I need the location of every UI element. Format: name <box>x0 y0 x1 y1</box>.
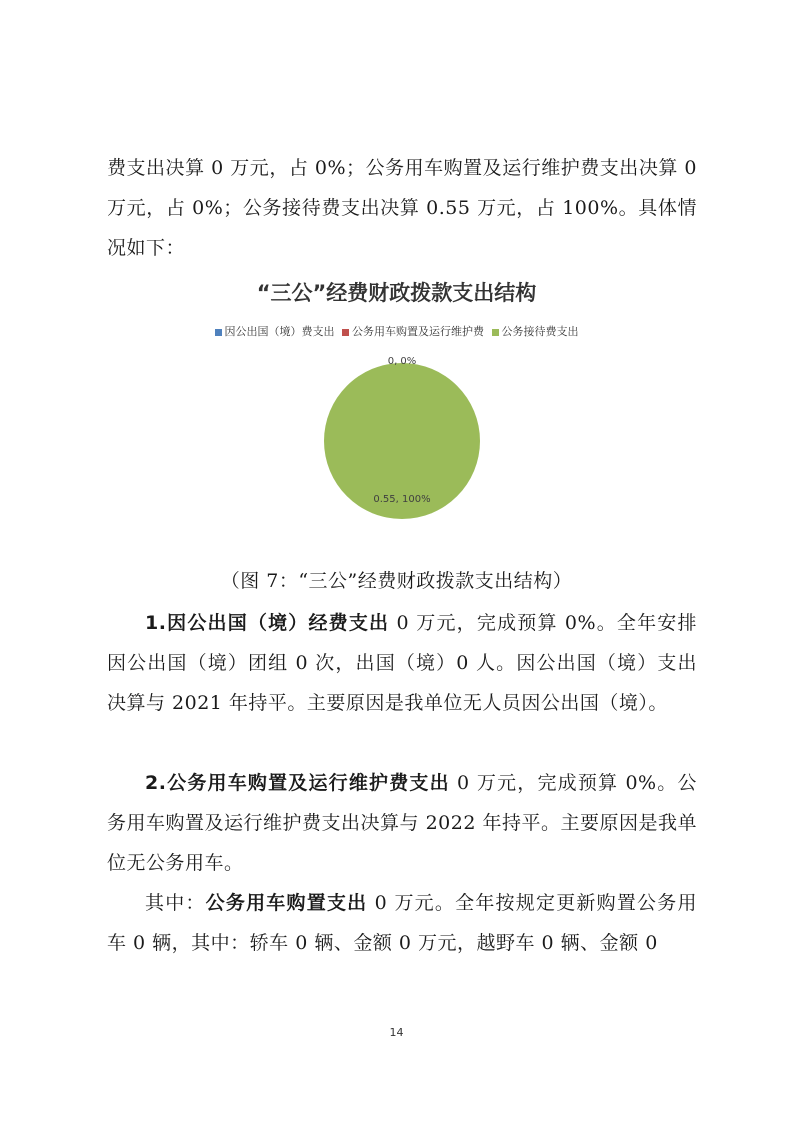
legend-label-travel: 因公出国（境）费支出 <box>224 325 335 338</box>
section-3-paragraph <box>107 883 697 963</box>
legend-label-reception: 公务接待费支出 <box>501 325 579 338</box>
pie-chart <box>300 345 500 535</box>
chart-title: “三公”经费财政拨款支出结构 <box>256 281 537 305</box>
page-number: 14 <box>389 1026 404 1039</box>
section-3-heading: 公务用车购置支出 <box>205 892 368 914</box>
legend-label-vehicle: 公务用车购置及运行维护费 <box>352 325 484 338</box>
section-2-paragraph <box>107 763 697 883</box>
section-1-heading: 1.因公出国（境）经费支出 <box>145 612 390 634</box>
section-1-paragraph <box>107 603 697 723</box>
section-2-heading: 2.公务用车购置及运行维护费支出 <box>145 772 450 794</box>
legend-item-reception <box>492 323 579 339</box>
chart-legend <box>0 323 793 339</box>
legend-swatch-vehicle <box>342 329 349 336</box>
section-2-text: 0 万元，完成预算 0%。公务用车购置及运行维护费支出决算与 2022 年持平。主要原因是我单位无公务用车。 <box>107 772 697 874</box>
figure-caption: （图 7：“三公”经费财政拨款支出结构） <box>220 570 573 592</box>
data-label-reception: 0.55, 100% <box>373 494 431 505</box>
intro-paragraph: 费支出决算 0 万元，占 0%；公务用车购置及运行维护费支出决算 0 万元，占 0%；公务接待费支出决算 0.55 万元，占 100%。具体情况如下： <box>107 157 697 259</box>
data-label-zero: 0, 0% <box>387 356 417 367</box>
legend-swatch-reception <box>492 329 499 336</box>
section-3-text: 0 万元。全年按规定更新购置公务用车 0 辆，其中：轿车 0 辆、金额 0 万元，越野车 0 辆、金额 0 <box>107 892 697 954</box>
legend-item-vehicle <box>342 323 484 339</box>
legend-swatch-travel <box>215 329 222 336</box>
section-1-text: 0 万元，完成预算 0%。全年安排因公出国（境）团组 0 次，出国（境）0 人。因公出国（境）支出决算与 2021 年持平。主要原因是我单位无人员因公出国（境）。 <box>107 612 697 714</box>
section-3-prefix: 其中： <box>145 892 206 914</box>
legend-item-travel <box>215 323 335 339</box>
